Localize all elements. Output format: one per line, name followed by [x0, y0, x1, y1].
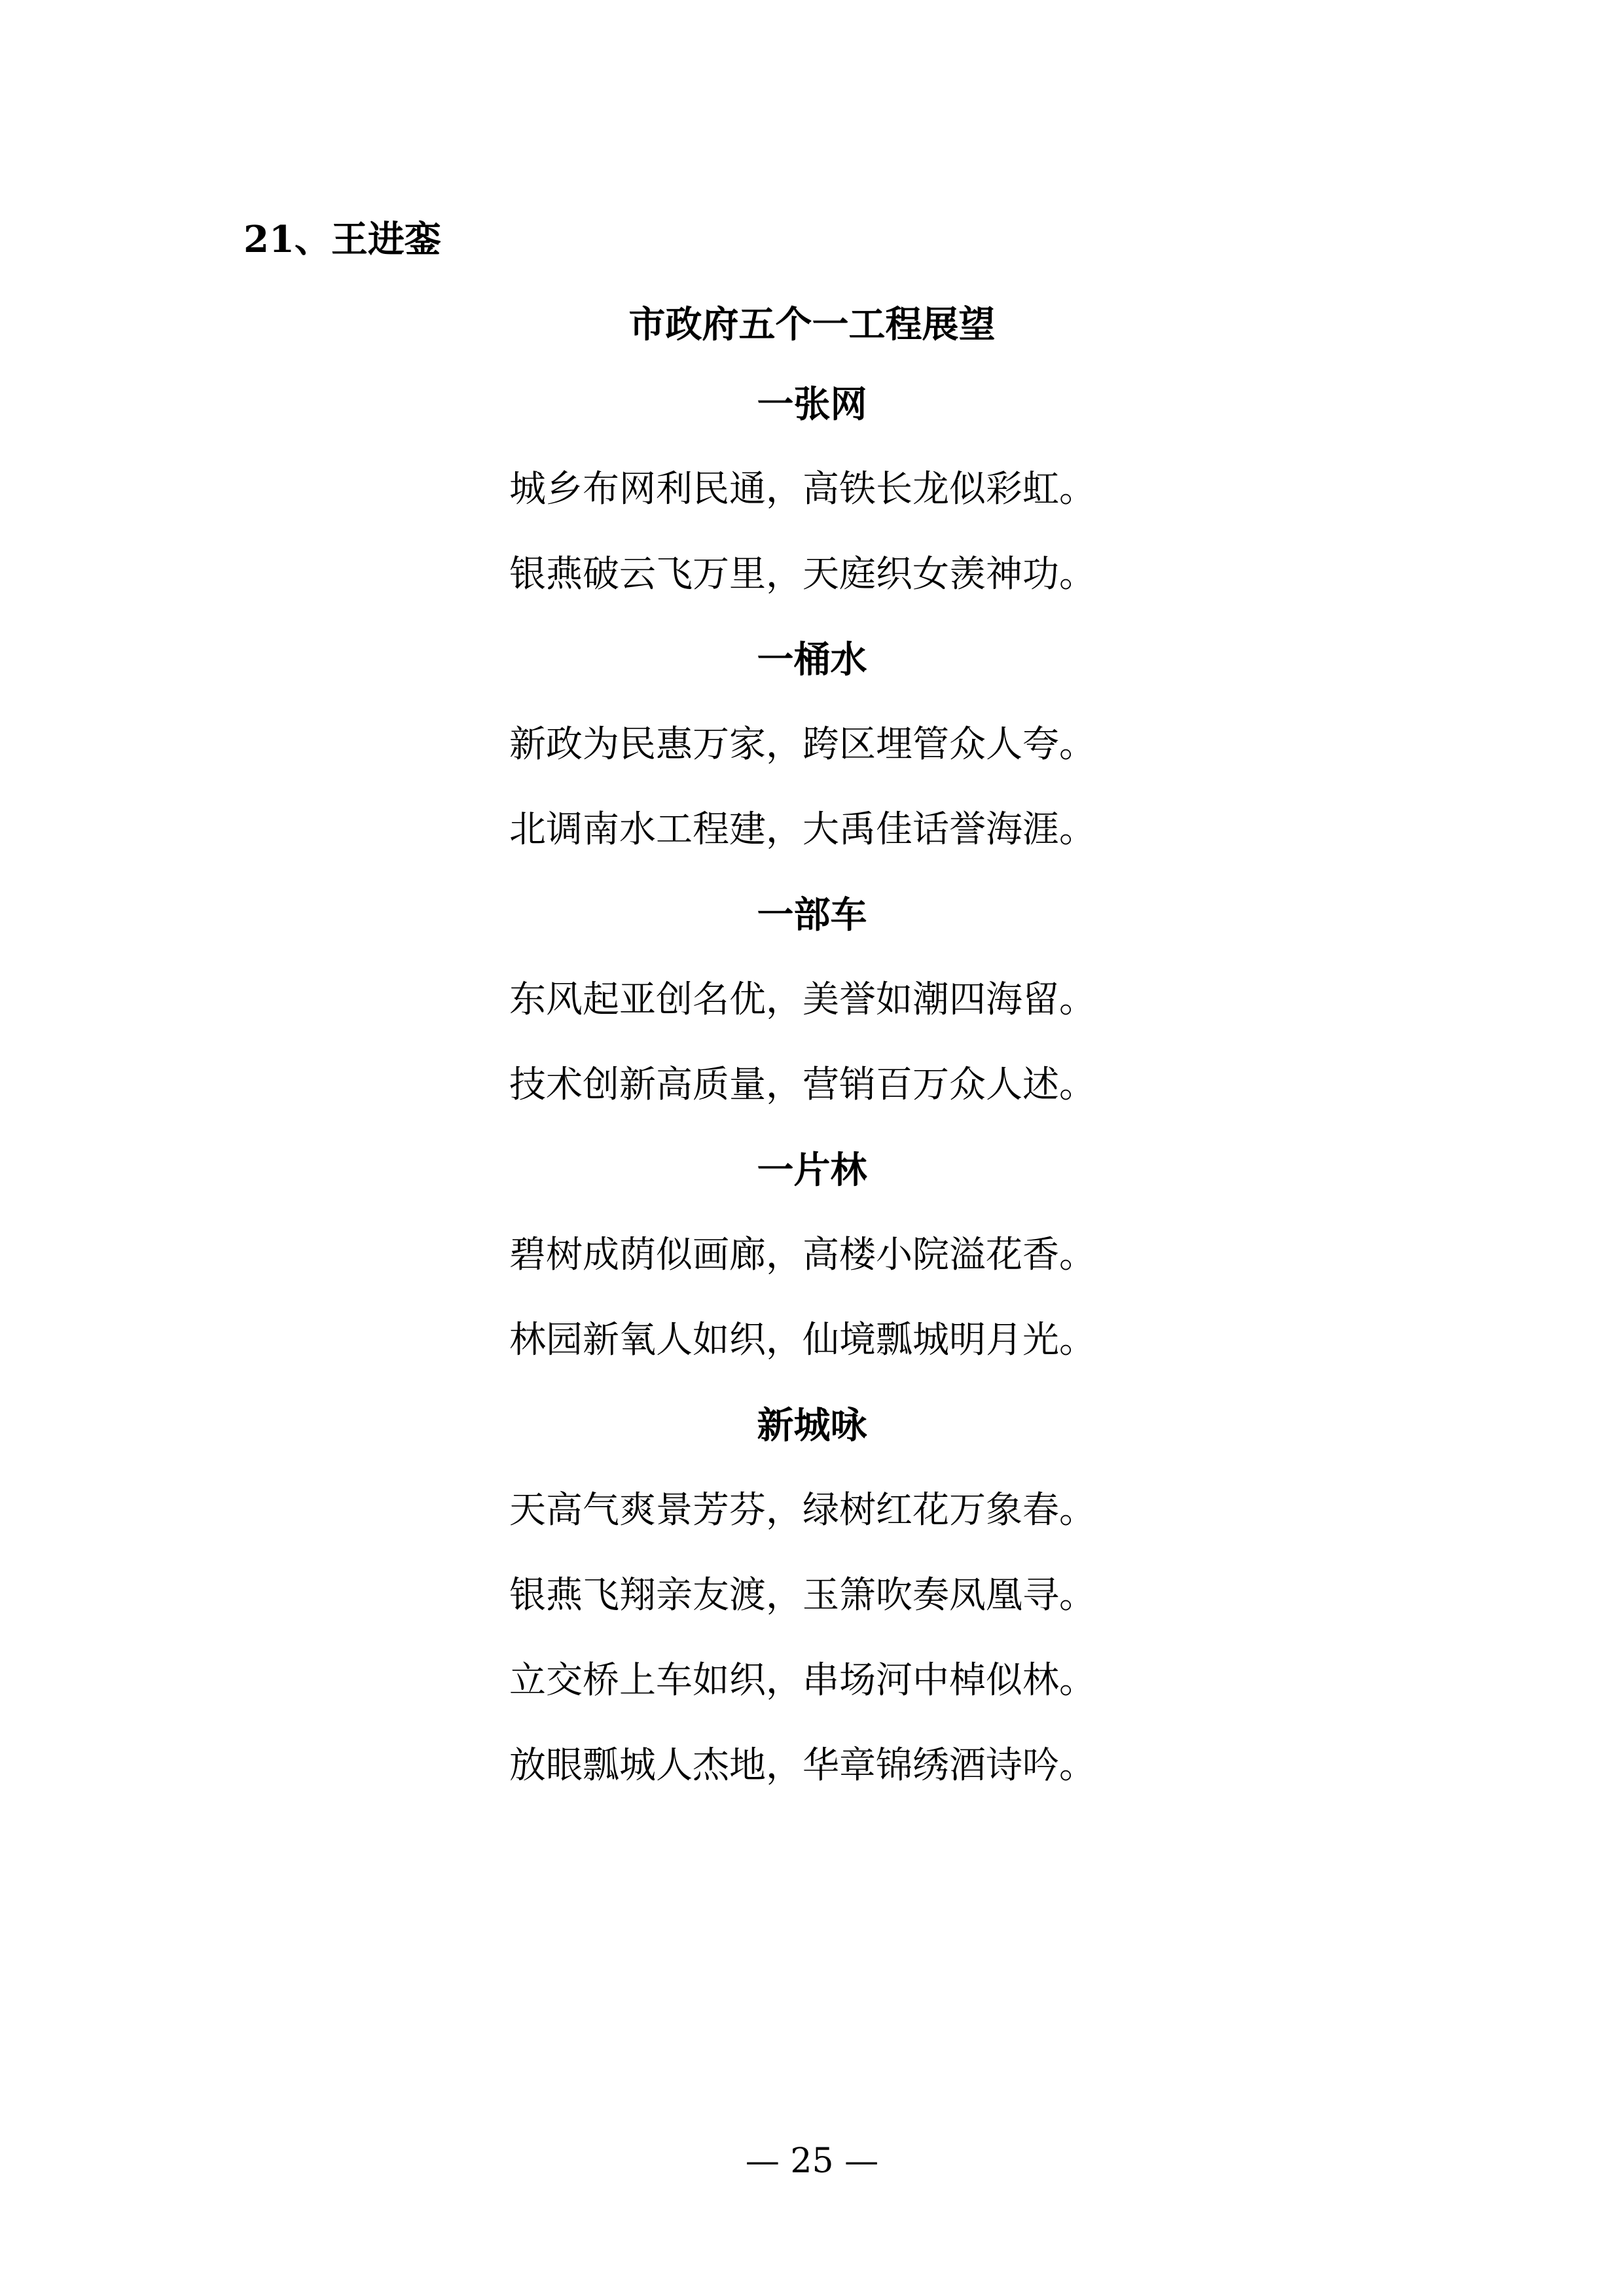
- author-heading: 21、王进銮: [244, 218, 441, 261]
- verse-line: 银燕飞翔亲友渡，玉箫吹奏凤凰寻。: [509, 1574, 1096, 1617]
- section-heading-net: 一张网: [757, 383, 867, 426]
- verse-line: 立交桥上车如织，串场河中棹似林。: [509, 1659, 1096, 1702]
- section-heading-new-city: 新城咏: [757, 1404, 867, 1447]
- poem-body: [0, 378, 1624, 1825]
- section-heading-water: 一桶水: [757, 638, 867, 681]
- poem-title: 市政府五个一工程展望: [628, 303, 996, 346]
- verse-line: 北调南水工程建，大禹佳话誉海涯。: [509, 808, 1096, 851]
- verse-line: 放眼瓢城人杰地，华章锦绣酒诗吟。: [509, 1744, 1096, 1787]
- verse-line: 技术创新高质量，营销百万众人述。: [509, 1064, 1096, 1106]
- page-number: — 25 —: [745, 2142, 879, 2181]
- section-heading-forest: 一片林: [757, 1149, 867, 1192]
- verse-line: 林园新氧人如织，仙境瓢城明月光。: [509, 1319, 1096, 1361]
- verse-line: 东风起亚创名优，美誉如潮四海留。: [509, 978, 1096, 1021]
- section-heading-car: 一部车: [757, 893, 867, 937]
- verse-line: 银燕破云飞万里，天庭织女羡神功。: [509, 553, 1096, 596]
- verse-line: 新政为民惠万家，跨区埋管众人夸。: [509, 723, 1096, 766]
- verse-line: 天高气爽景芳芬，绿树红花万象春。: [509, 1489, 1096, 1532]
- verse-line: 城乡布网利民通，高铁长龙似彩虹。: [509, 468, 1096, 511]
- verse-line: 碧树成荫似画廊，高楼小院溢花香。: [509, 1234, 1096, 1276]
